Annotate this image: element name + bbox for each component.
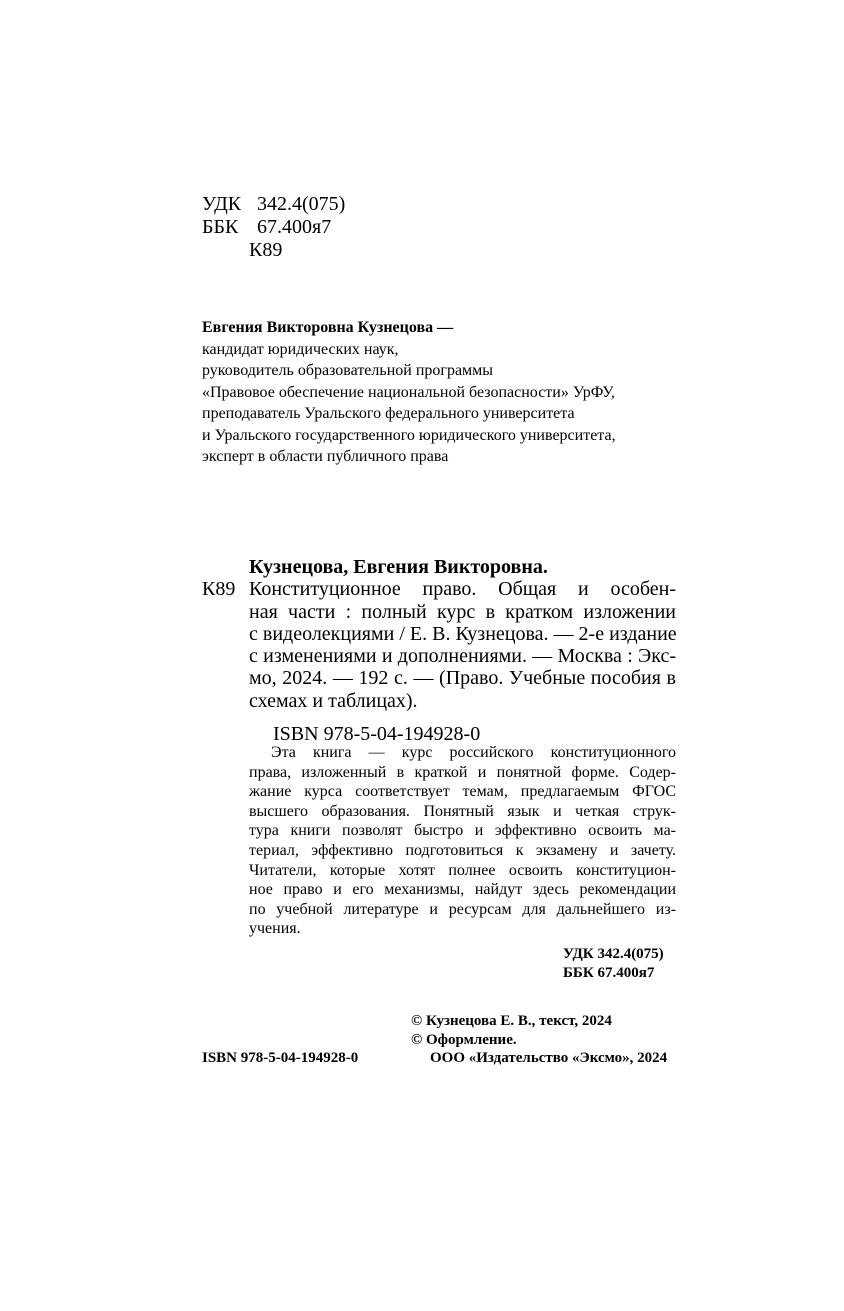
annotation-line: по учебной литературе и ресурсам для дальнейшего из- bbox=[249, 900, 676, 918]
catalog-heading: Кузнецова, Евгения Викторовна. bbox=[249, 556, 548, 578]
catalog-description bbox=[202, 578, 676, 712]
bbk-code: ББК 67.400я7 bbox=[563, 965, 655, 981]
udk-value: 342.4(075) bbox=[257, 193, 346, 215]
annotation-line: учения. bbox=[249, 920, 301, 938]
copyright-block bbox=[411, 1012, 667, 1068]
author-mark: К89 bbox=[249, 239, 283, 261]
copyright-publisher: ООО «Издательство «Эксмо», 2024 bbox=[430, 1050, 668, 1066]
author-bio-line: кандидат юридических наук, bbox=[202, 340, 399, 358]
annotation-line: Эта книга — курс российского конституционного bbox=[271, 744, 676, 761]
author-bio-line: эксперт в области публичного права bbox=[202, 448, 449, 465]
annotation-line: права, изложенный в краткой и понятной форме. Содер- bbox=[249, 763, 676, 781]
isbn-bottom: ISBN 978-5-04-194928-0 bbox=[202, 1050, 359, 1066]
annotation-line: Читатели, которые хотят полнее освоить конституцион- bbox=[249, 861, 676, 879]
catalog-code: К89 bbox=[202, 578, 236, 601]
author-bio-line: преподаватель Уральского федерального университета bbox=[202, 405, 575, 422]
author-name: Евгения Викторовна Кузнецова — bbox=[202, 319, 454, 336]
catalog-line: с видеолекциями / Е. В. Кузнецова. — 2-е издание bbox=[249, 622, 677, 645]
classification-codes-bottom bbox=[563, 945, 664, 983]
udk-row bbox=[202, 193, 345, 216]
copyright-text: © Кузнецова Е. В., текст, 2024 bbox=[411, 1013, 612, 1029]
classification-codes bbox=[202, 193, 345, 262]
udk-label: УДК bbox=[202, 193, 242, 215]
author-bio-line: и Уральского государственного юридического университета, bbox=[202, 426, 616, 444]
annotation-line: высшего образования. Понятный язык и четкая струк- bbox=[249, 802, 676, 820]
catalog-line: схемах и таблицах). bbox=[249, 689, 418, 712]
catalog-line: с изменениями и дополнениями. — Москва : Экс- bbox=[249, 645, 676, 668]
udk-code: УДК 342.4(075) bbox=[563, 946, 664, 962]
annotation-line: тура книги позволят быстро и эффективно освоить ма- bbox=[249, 822, 676, 840]
catalog-line: мо, 2024. — 192 с. — (Право. Учебные пособия в bbox=[249, 667, 676, 690]
bbk-row bbox=[202, 216, 345, 239]
catalog-line: Конституционное право. Общая и особен- bbox=[249, 578, 676, 601]
catalog-entry bbox=[202, 556, 676, 745]
annotation-line: жание курса соответствует темам, предлагаемым ФГОС bbox=[249, 783, 676, 801]
catalog-isbn: ISBN 978-5-04-194928-0 bbox=[273, 723, 481, 746]
author-bio-line: «Правовое обеспечение национальной безопасности» УрФУ, bbox=[202, 383, 615, 401]
catalog-line: ная части : полный курс в кратком изложении bbox=[249, 600, 676, 623]
author-bio bbox=[202, 317, 616, 468]
annotation-line: ное право и его механизмы, найдут здесь рекомендации bbox=[249, 881, 676, 899]
bbk-value: 67.400я7 bbox=[257, 216, 332, 238]
annotation-line: териал, эффективно подготовиться к экзамену и зачету. bbox=[249, 841, 676, 859]
annotation bbox=[249, 743, 676, 939]
bbk-label: ББК bbox=[202, 216, 239, 238]
author-bio-line: руководитель образовательной программы bbox=[202, 362, 494, 379]
copyright-design: © Оформление. bbox=[411, 1031, 517, 1048]
